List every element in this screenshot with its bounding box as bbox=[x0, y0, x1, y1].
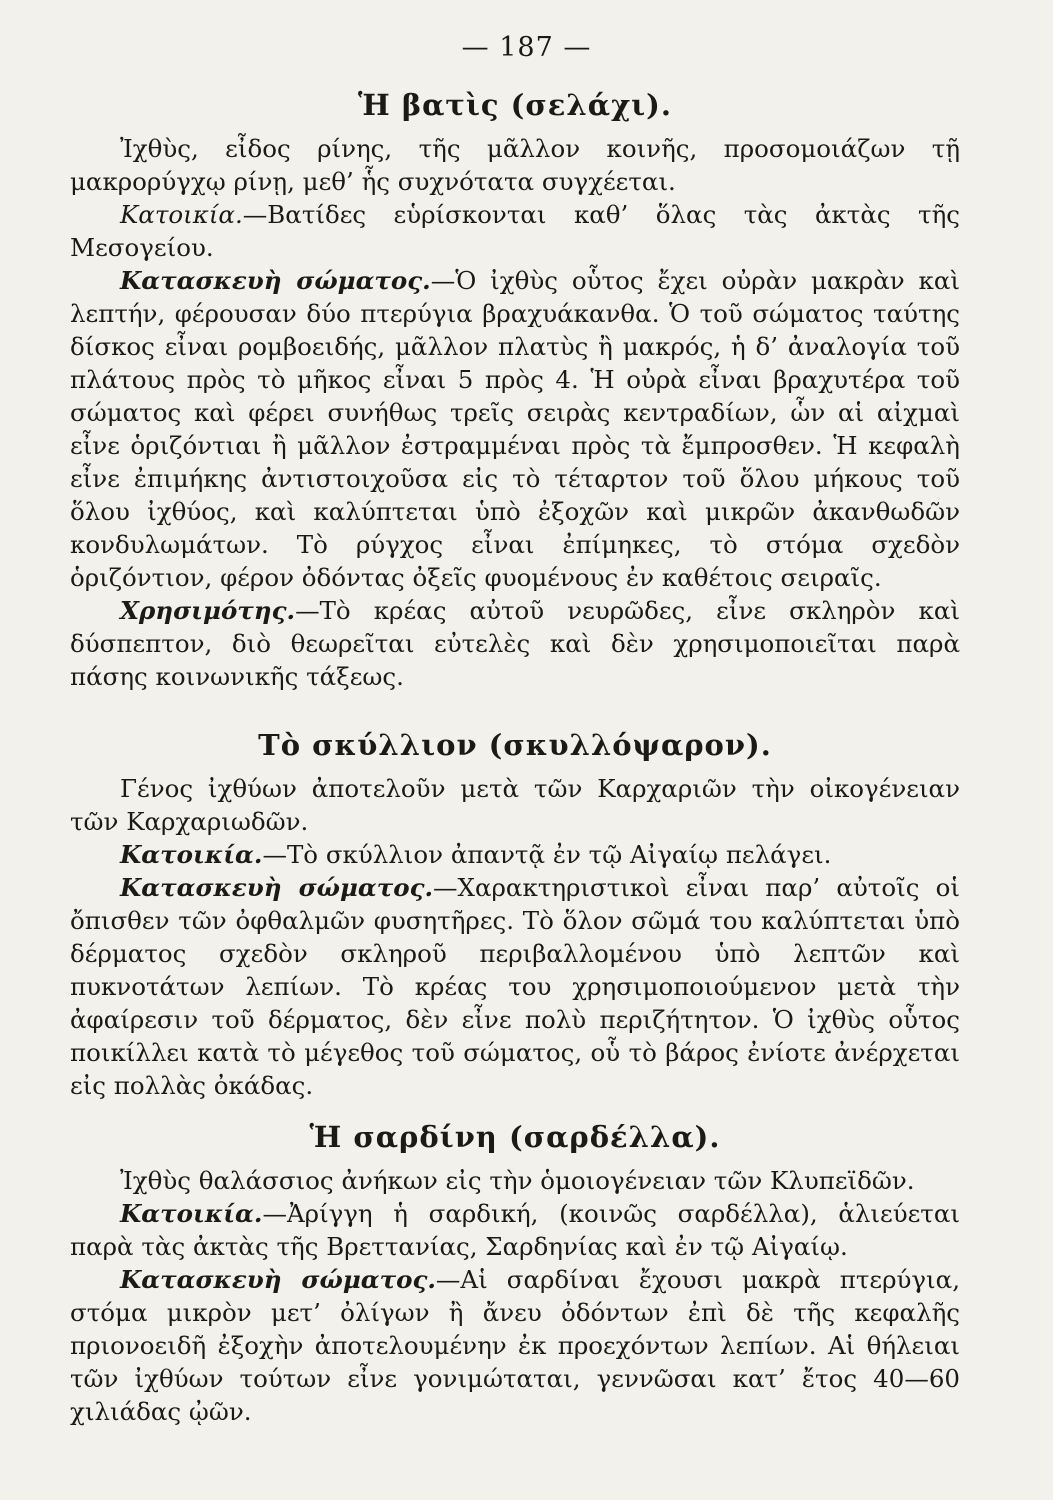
page-number: — 187 — bbox=[461, 32, 592, 63]
habitat-label: Κατοικία. bbox=[120, 200, 243, 229]
habitat-label: Κατοικία. bbox=[120, 840, 263, 869]
intro-paragraph: Ἰχθὺς θαλάσσιος ἀνήκων εἰς τὴν ὁμοιογένειαν τῶν Κλυπεϊδῶν. bbox=[120, 1166, 915, 1195]
intro-paragraph: Ἰχθὺς, εἶδος ρίνης, τῆς μᾶλλον κοινῆς, προσομοιάζων τῇ μακρορύγχῳ ρίνῃ, μεθ’ ἧς συχνότατα συγχέεται. bbox=[70, 134, 960, 196]
body-label: Κατασκευὴ σώματος. bbox=[120, 266, 431, 295]
use-text: —Τὸ κρέας αὐτοῦ νευρῶδες, εἶνε σκληρὸν καὶ δύσπεπτον, διὸ θεωρεῖται εὐτελὲς καὶ δὲν χρησιμοποιεῖται παρὰ πάσης κοινωνικῆς τάξεως. bbox=[70, 596, 960, 691]
section-skyllion bbox=[70, 728, 960, 1102]
section-heading: Τὸ σκύλλιον (σκυλλόψαρον). bbox=[258, 728, 772, 762]
habitat-text: —Βατίδες εὑρίσκονται καθ’ ὅλας τὰς ἀκτὰς τῆς Μεσογείου. bbox=[70, 200, 960, 262]
habitat-paragraph bbox=[70, 1197, 960, 1263]
body-text: —Χαρακτηριστικοὶ εἶναι παρ’ αὐτοῖς οἱ ὄπισθεν τῶν ὀφθαλμῶν φυσητῆρες. Τὸ ὅλον σῶμά του καλύπτεται ὑπὸ δέρματος σχεδὸν σκληροῦ περιβαλλομένου ὑπὸ λεπτῶν καὶ πυκνοτάτων λεπίων. Τὸ κρέας του χρησιμοποιούμενον μετὰ τὴν ἀφαίρεσιν τοῦ δέρματος, δὲν εἶνε πολὺ περιζήτητον. Ὁ ἰχθὺς οὗτος ποικίλλει κατὰ τὸ μέγεθος τοῦ σώματος, οὗ τὸ βάρος ἐνίοτε ἀνέρχεται εἰς πολλὰς ὀκάδας. bbox=[70, 873, 960, 1100]
use-label: Χρησιμότης. bbox=[120, 596, 296, 625]
body-text: —Αἱ σαρδίναι ἔχουσι μακρὰ πτερύγια, στόμα μικρὸν μετ’ ὀλίγων ἢ ἄνευ ὀδόντων ἐπὶ δὲ τῆς κεφαλῆς πριονοειδῆ ἐξοχὴν ἀποτελουμένην ἐκ προεχόντων λεπίων. Αἱ θήλειαι τῶν ἰχθύων τούτων εἶνε γονιμώταται, γεννῶσαι κατ’ ἔτος 40—60 χιλιάδας ᾠῶν. bbox=[70, 1265, 960, 1426]
body-paragraph bbox=[70, 264, 960, 594]
habitat-text: —Ἀρίγγη ἡ σαρδική, (κοινῶς σαρδέλλα), ἁλιεύεται παρὰ τὰς ἀκτὰς τῆς Βρεττανίας, Σαρδηνίας καὶ ἐν τῷ Αἰγαίῳ. bbox=[70, 1199, 960, 1261]
body-label: Κατασκευὴ σώματος. bbox=[120, 1265, 436, 1294]
habitat-label: Κατοικία. bbox=[120, 1199, 263, 1228]
section-heading: Ἡ βατὶς (σελάχι). bbox=[357, 88, 672, 122]
habitat-text: —Τὸ σκύλλιον ἀπαντᾷ ἐν τῷ Αἰγαίῳ πελάγει. bbox=[262, 840, 832, 869]
habitat-paragraph bbox=[70, 838, 960, 871]
habitat-paragraph bbox=[70, 198, 960, 264]
use-paragraph bbox=[70, 594, 960, 693]
body-label: Κατασκευὴ σώματος. bbox=[120, 873, 434, 902]
section-bats bbox=[70, 88, 960, 693]
body-paragraph bbox=[70, 1263, 960, 1428]
section-heading: Ἡ σαρδίνη (σαρδέλλα). bbox=[309, 1120, 721, 1154]
intro-paragraph: Γένος ἰχθύων ἀποτελοῦν μετὰ τῶν Καρχαριῶν τὴν οἰκογένειαν τῶν Καρχαριωδῶν. bbox=[70, 774, 960, 836]
section-sardine bbox=[70, 1120, 960, 1428]
body-text: —Ὁ ἰχθὺς οὗτος ἔχει οὐρὰν μακρὰν καὶ λεπτήν, φέρουσαν δύο πτερύγια βραχυάκανθα. Ὁ τοῦ σώματος ταύτης δίσκος εἶναι ρομβοειδής, μᾶλλον πλατὺς ἢ μακρός, ἡ δ’ ἀναλογία τοῦ πλάτους πρὸς τὸ μῆκος εἶναι 5 πρὸς 4. Ἡ οὐρὰ εἶναι βραχυτέρα τοῦ σώματος καὶ φέρει συνήθως τρεῖς σειρὰς κεντραδίων, ὧν αἱ αἰχμαὶ εἶνε ὁριζόντιαι ἢ μᾶλλον ἐστραμμέναι πρὸς τὰ ἔμπροσθεν. Ἡ κεφαλὴ εἶνε ἐπιμήκης ἀντιστοιχοῦσα εἰς τὸ τέταρτον τοῦ ὅλου μήκους τοῦ ὅλου ἰχθύος, καὶ καλύπτεται ὑπὸ ἐξοχῶν καὶ μικρῶν ἀκανθωδῶν κονδυλωμάτων. Τὸ ρύγχος εἶναι ἐπίμηκες, τὸ στόμα σχεδὸν ὁριζόντιον, φέρον ὀδόντας ὀξεῖς φυομένους ἐν καθέτοις σειραῖς. bbox=[70, 266, 960, 592]
body-paragraph bbox=[70, 871, 960, 1102]
